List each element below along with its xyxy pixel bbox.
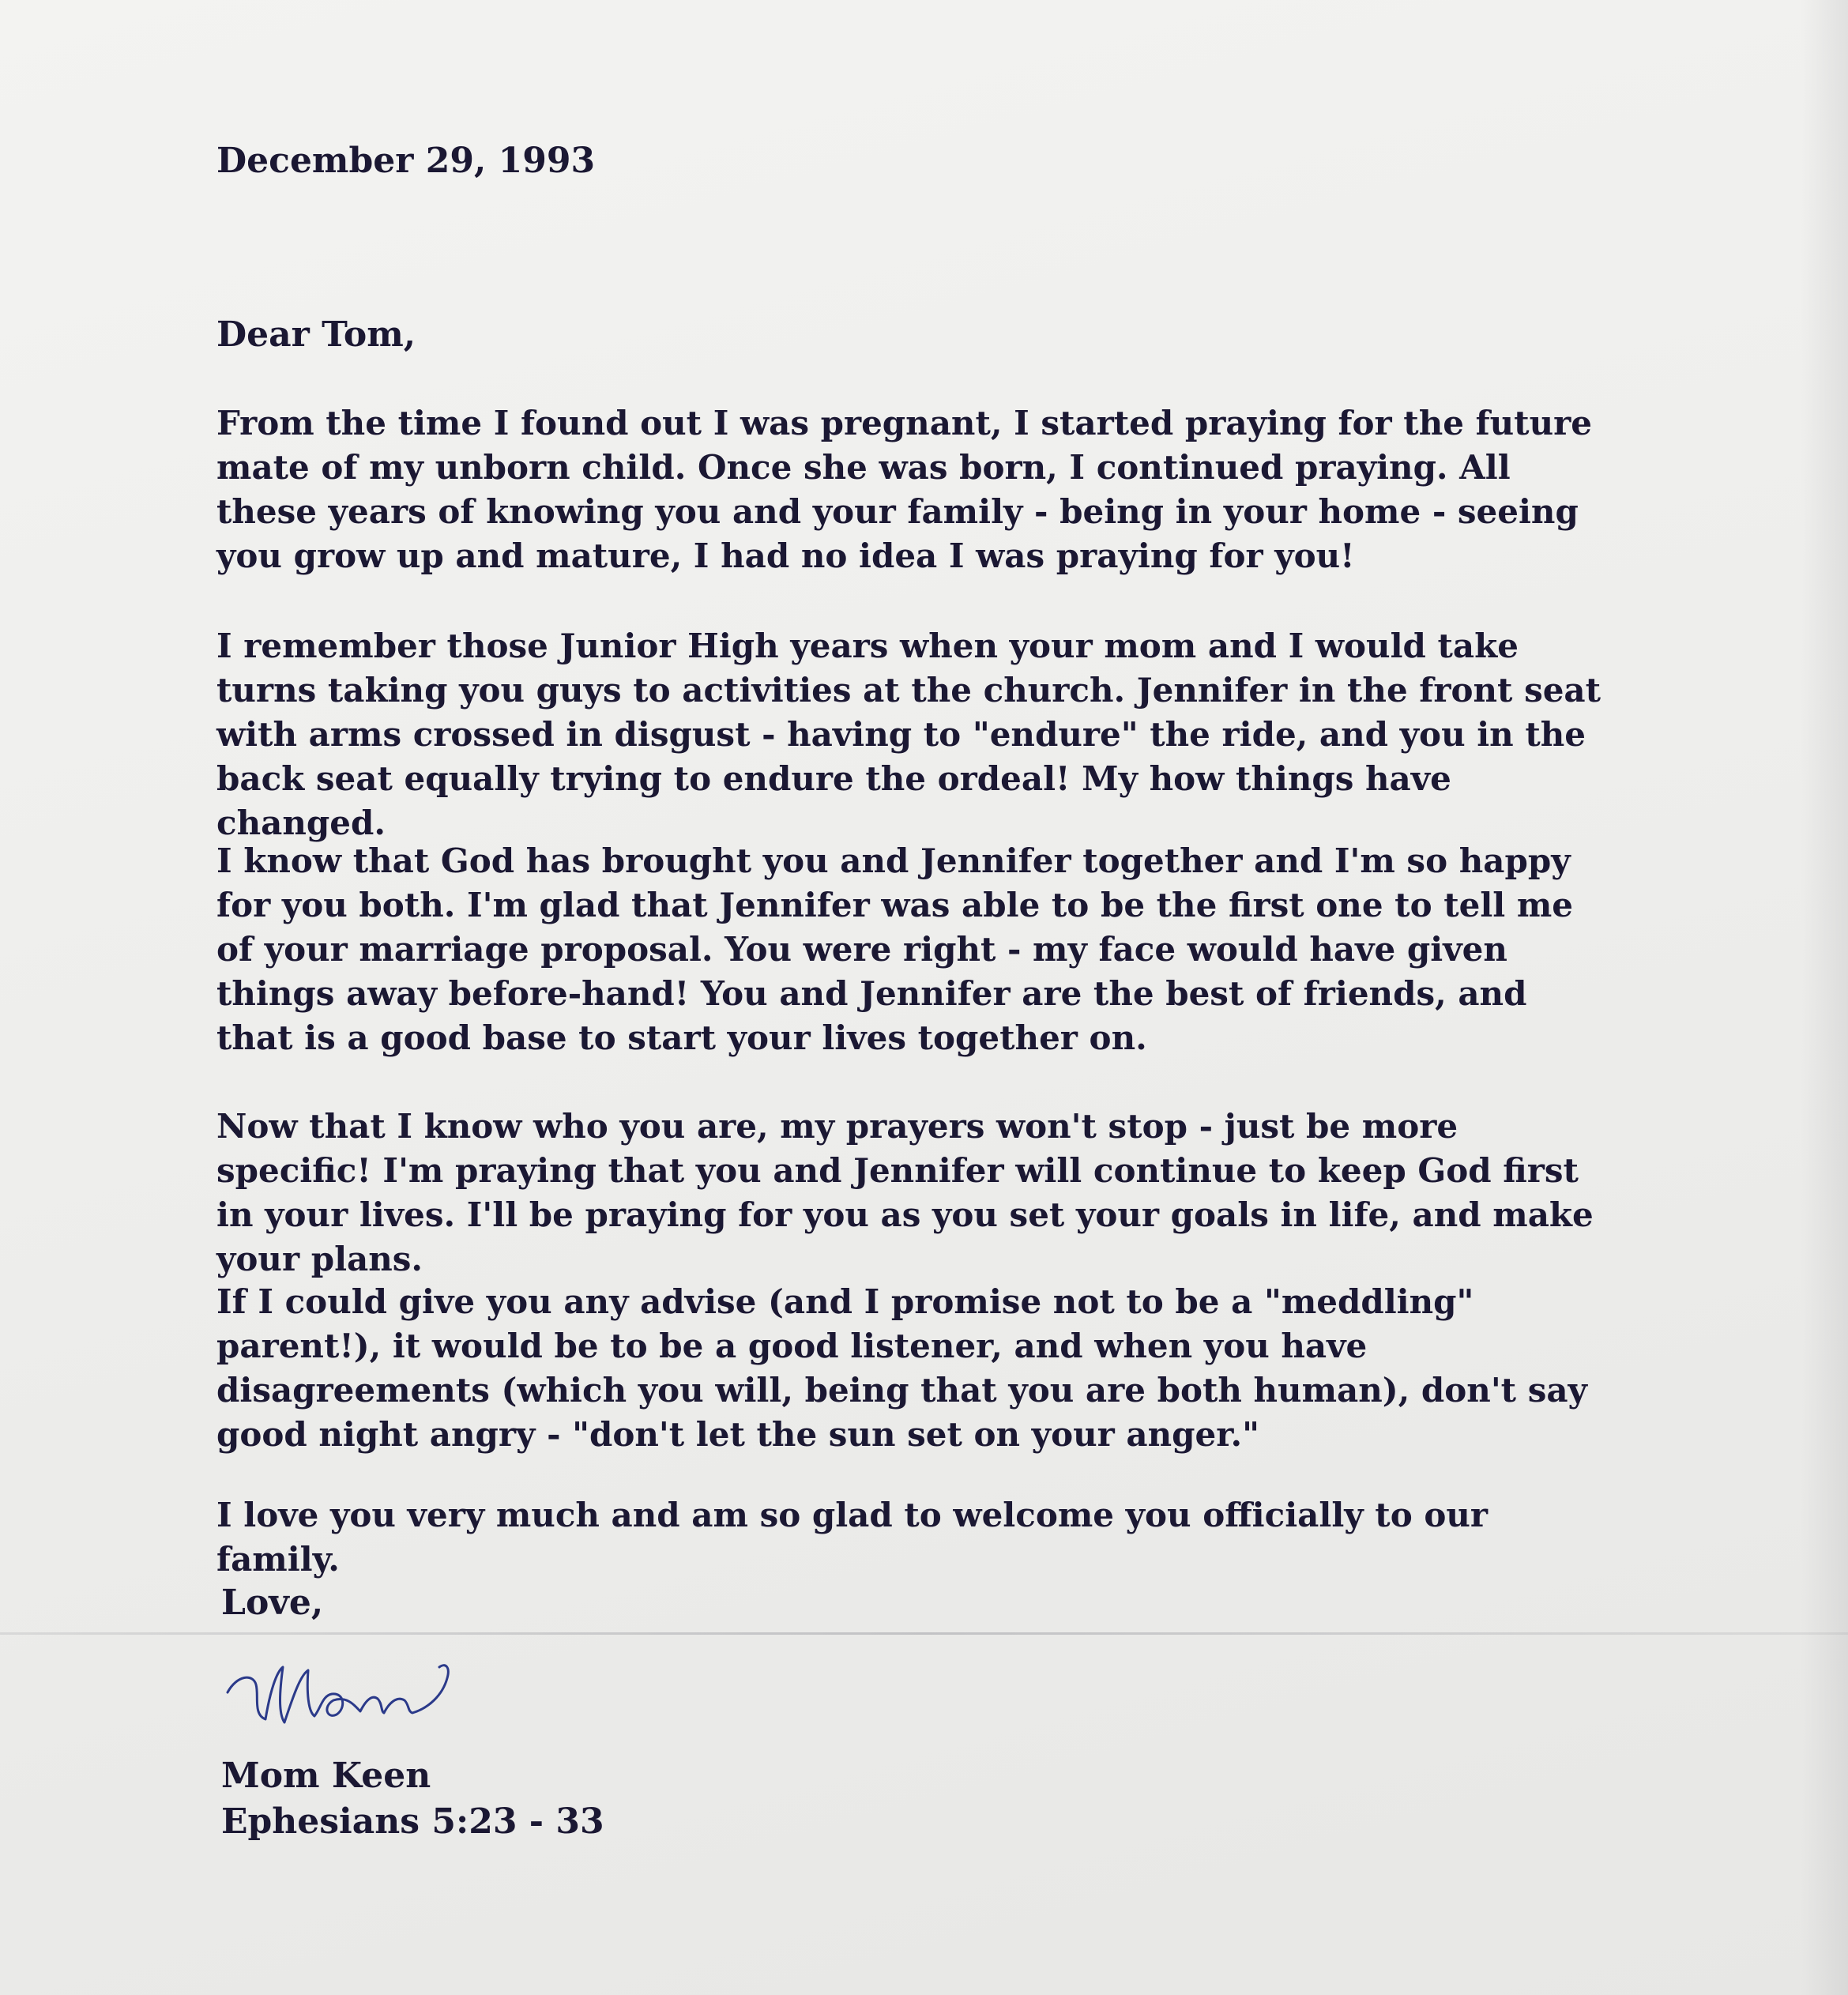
bible-verse-reference: Ephesians 5:23 - 33 xyxy=(221,1801,604,1842)
letter-salutation: Dear Tom, xyxy=(216,314,416,355)
paper-edge-shadow xyxy=(1801,0,1848,1995)
letter-paragraph-3: I know that God has brought you and Jennifer together and I'm so happy for you both. I'm glad that Jennifer was able to be the first one to tell me of your marriage proposal. You were right - my face would have given things away before-hand! You and Jennifer are the best of friends, and that is a good base to start your lives together on. xyxy=(216,841,1574,1057)
letter-date: December 29, 1993 xyxy=(216,141,596,181)
letter-paragraph-1: From the time I found out I was pregnant, I started praying for the future mate of my unborn child. Once she was born, I continued praying. All these years of knowing you and your family - being in your home - seeing you grow up and mature, I had no idea I was praying for you! xyxy=(216,404,1592,575)
letter-paragraph-4: Now that I know who you are, my prayers won't stop - just be more specific! I'm praying that you and Jennifer will continue to keep God first in your lives. I'll be praying for you as you set your goals in life, and make your plans. xyxy=(216,1107,1594,1278)
letter-closing: Love, xyxy=(221,1583,324,1623)
sender-name: Mom Keen xyxy=(221,1756,431,1796)
handwritten-signature xyxy=(221,1643,458,1738)
letter-paragraph-2: I remember those Junior High years when your mom and I would take turns taking you guys to activities at the church. Jennifer in the front seat with arms crossed in disgust - having to "endure" the ride, and you in the back seat equally trying to endure the ordeal! My how things have changed. xyxy=(216,627,1601,842)
letter-paragraph-6: I love you very much and am so glad to welcome you officially to our family. xyxy=(216,1496,1489,1579)
letter-paragraph-5: If I could give you any advise (and I promise not to be a "meddling" parent!), it would be to be a good listener, and when you have disagreements (which you will, being that you are both human), don't say good night angry - "don't let the sun set on your anger." xyxy=(216,1282,1587,1454)
paper-fold-line xyxy=(0,1632,1848,1635)
